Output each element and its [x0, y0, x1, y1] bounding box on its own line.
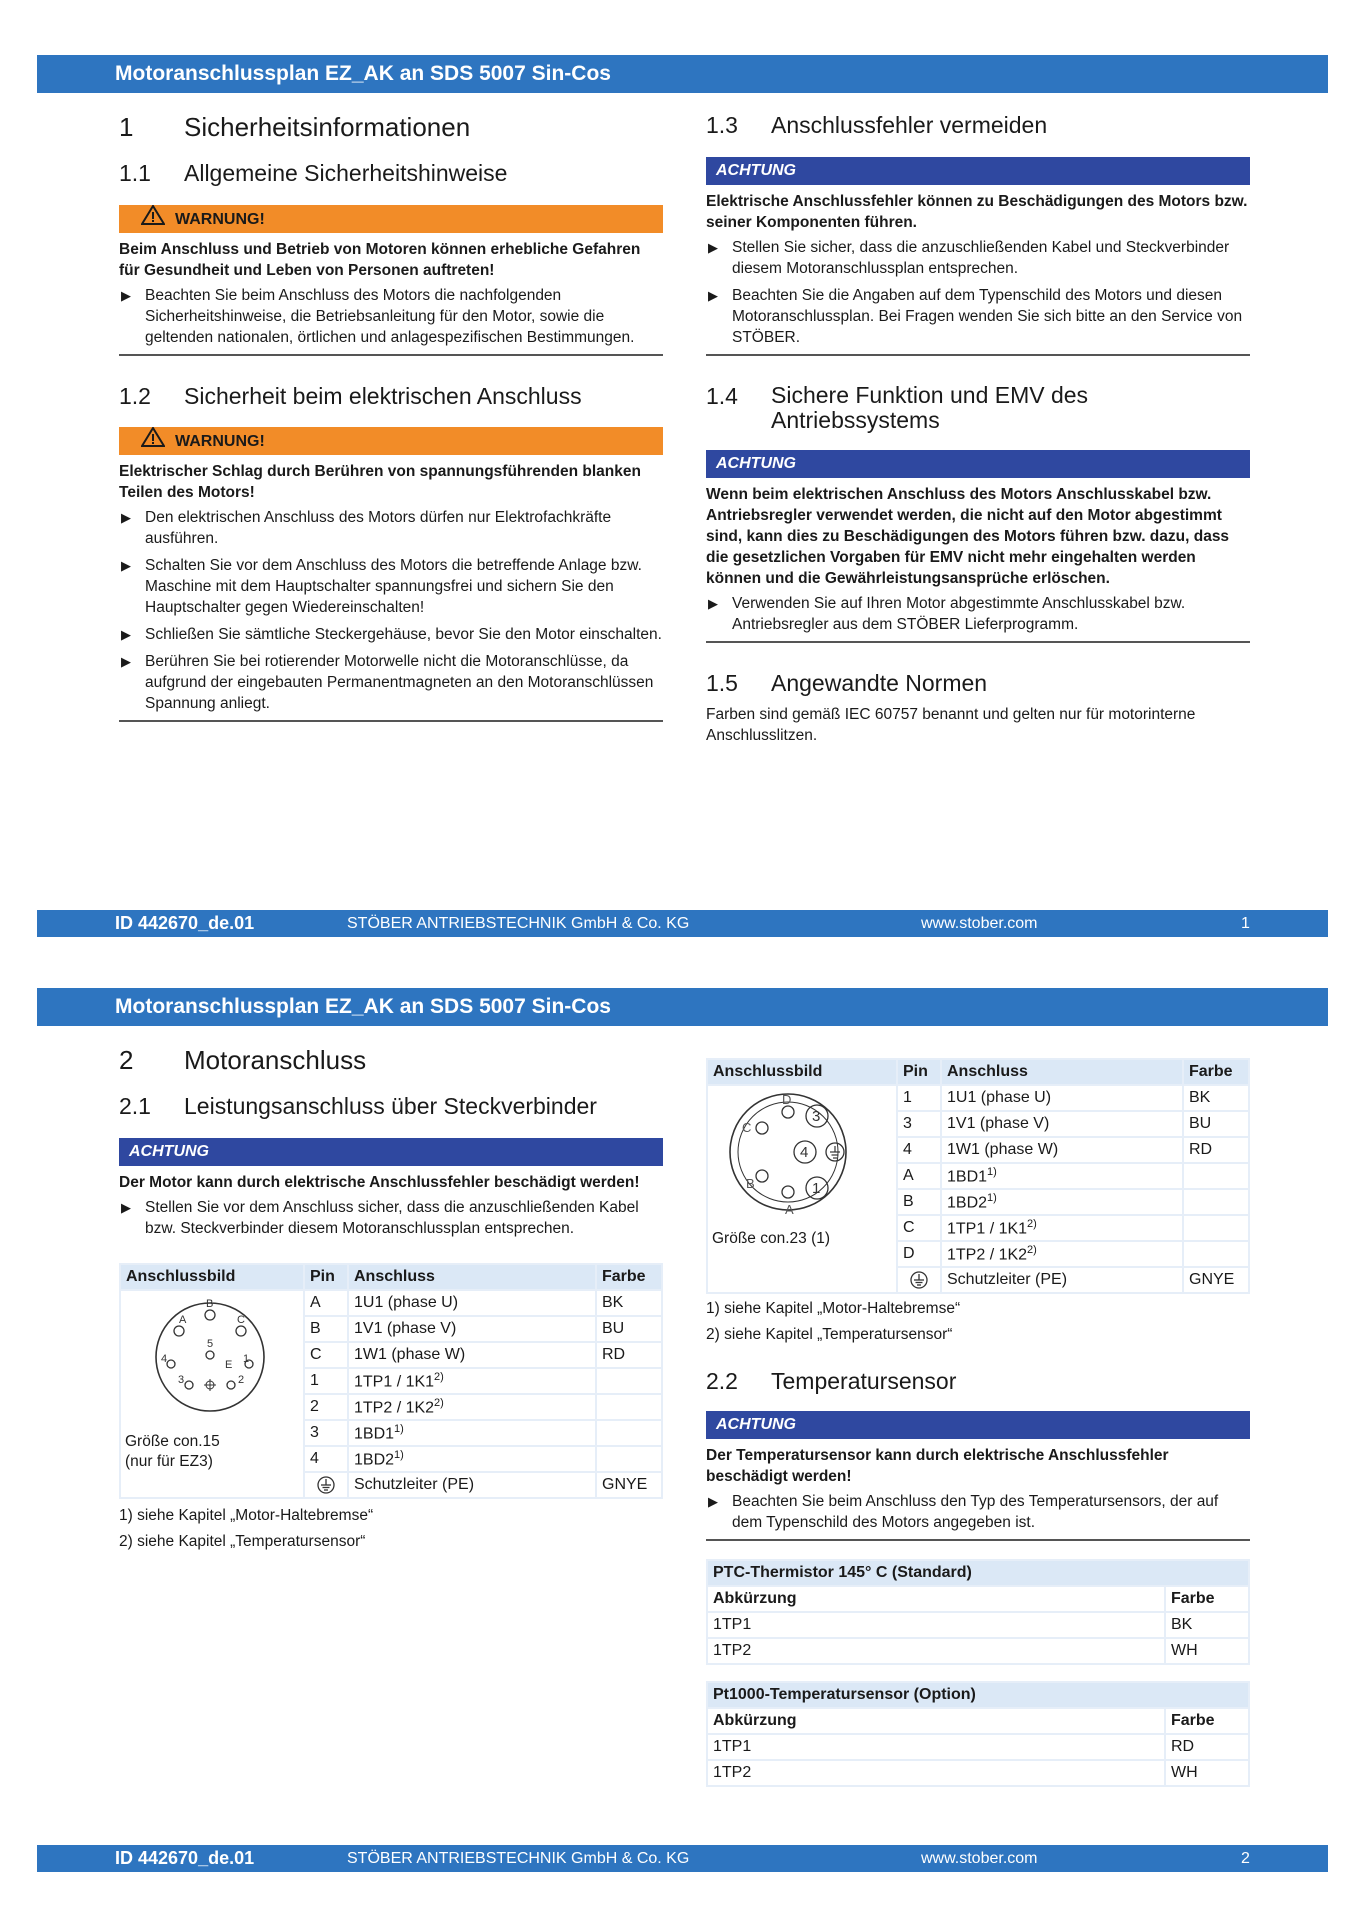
- connection-text: 1BD2: [354, 1451, 395, 1469]
- section-title: Sicherheit beim elektrischen Anschluss: [184, 383, 582, 409]
- page-1-header: [37, 55, 1328, 93]
- pin-cell: 3: [304, 1420, 348, 1446]
- pin-cell: [897, 1267, 941, 1293]
- column-header: Anschlussbild: [120, 1264, 304, 1290]
- warning-banner: [119, 205, 663, 233]
- achtung-lead-text: Wenn beim elektrischen Anschluss des Motors Anschlusskabel bzw. Antriebsregler verwendet werden, die nicht auf den Motor abgestimmt sind, kann dies zu Beschädigungen des Motors führen bzw. dazu, dass die gesetzlichen Vorgaben für EMV nicht mehr eingehalten werden können und die Gewährleistungsansprüche erlöschen.: [706, 486, 1230, 587]
- connection-text: 1W1 (phase W): [947, 1141, 1059, 1158]
- bullet-list: [706, 1491, 1250, 1533]
- footnote-ref: 2): [1027, 1217, 1037, 1230]
- connection-cell: [348, 1472, 596, 1498]
- section-number: 1.4: [706, 383, 738, 409]
- bullet-list: [706, 593, 1250, 635]
- warning-lead-text: Beim Anschluss und Betrieb von Motoren können erhebliche Gefahren für Gesundheit und Leben von Personen auftreten!: [119, 241, 641, 279]
- pin-label: D: [782, 1092, 792, 1107]
- section-title: Angewandte Normen: [771, 670, 988, 696]
- bullet-list: [119, 507, 663, 714]
- pin-cell: 4: [304, 1446, 348, 1472]
- section-number: 1.3: [706, 112, 738, 138]
- connection-cell: [941, 1137, 1183, 1163]
- footer-doc-id: ID 442670_de.01: [115, 1848, 255, 1868]
- pin-cell: D: [897, 1241, 941, 1267]
- color-cell: WH: [1165, 1638, 1249, 1664]
- section-number: 1.5: [706, 670, 738, 696]
- table-header-row: [707, 1586, 1249, 1612]
- p2-right-column: [706, 1058, 1250, 1787]
- con23-pin-table: [706, 1058, 1250, 1294]
- list-item: ▶ Den elektrischen Anschluss des Motors dürfen nur Elektrofachkräfte ausführen.: [119, 507, 663, 549]
- connection-text: 1TP2 / 1K2: [354, 1399, 435, 1417]
- achtung-lead-text: Der Motor kann durch elektrische Anschlussfehler beschädigt werden!: [119, 1174, 640, 1191]
- color-cell: [596, 1420, 662, 1446]
- footnote: 1) siehe Kapitel „Motor-Haltebremse“: [119, 1507, 374, 1524]
- section-number: 2: [119, 1045, 134, 1075]
- section-number: 2.1: [119, 1093, 151, 1119]
- table-row: [707, 1612, 1249, 1638]
- connection-text: 1TP1 / 1K1: [947, 1220, 1028, 1238]
- pin-cell: [304, 1472, 348, 1498]
- pin-cell: 2: [304, 1394, 348, 1420]
- section-1-1-heading: [119, 160, 663, 186]
- connection-cell: [941, 1111, 1183, 1137]
- footnote: 2) siehe Kapitel „Temperatursensor“: [706, 1326, 953, 1343]
- pin-cell: 3: [897, 1111, 941, 1137]
- column-header: Farbe: [1165, 1708, 1249, 1734]
- color-cell: RD: [1183, 1137, 1249, 1163]
- color-cell: [1183, 1241, 1249, 1267]
- connector-pinout-icon: [125, 1293, 299, 1427]
- footer-doc-id: ID 442670_de.01: [115, 913, 255, 933]
- footnote-ref: 2): [1027, 1243, 1037, 1256]
- table-row: [707, 1638, 1249, 1664]
- table-header-row: [707, 1059, 1249, 1085]
- p1-right-column: [706, 112, 1250, 746]
- connection-cell: [348, 1316, 596, 1342]
- p2-left-column: [119, 1045, 663, 1555]
- section-title: Sicherheitsinformationen: [184, 112, 471, 142]
- warning-banner: [119, 427, 663, 455]
- pin-label: 4: [161, 1353, 168, 1365]
- pin-cell: A: [304, 1290, 348, 1316]
- achtung-lead-text: Elektrische Anschlussfehler können zu Beschädigungen des Motors bzw. seiner Komponenten führen.: [706, 193, 1248, 231]
- divider: [706, 641, 1250, 643]
- color-cell: RD: [596, 1342, 662, 1368]
- ptc-table: [706, 1559, 1250, 1665]
- column-header: Farbe: [1183, 1059, 1249, 1085]
- page-1-footer: [37, 910, 1328, 937]
- connection-text: 1V1 (phase V): [354, 1320, 457, 1337]
- section-2-2-heading: [706, 1368, 1250, 1394]
- table-caption: Pt1000-Temperatursensor (Option): [707, 1682, 1249, 1708]
- pin-cell: C: [304, 1342, 348, 1368]
- warning-triangle-icon: [141, 427, 165, 457]
- pt1000-table: [706, 1681, 1250, 1787]
- protective-earth-icon: [909, 1270, 929, 1290]
- section-1-4-heading: [706, 383, 1250, 433]
- section-number: 1.1: [119, 160, 151, 186]
- column-header: Anschlussbild: [707, 1059, 897, 1085]
- list-item: ▶ Stellen Sie sicher, dass die anzuschließenden Kabel und Steckverbinder diesem Motoranschlussplan entsprechen.: [706, 237, 1250, 279]
- achtung-banner: ACHTUNG: [706, 450, 1250, 478]
- header-title: Motoranschlussplan EZ_AK an SDS 5007 Sin-Cos: [115, 995, 611, 1018]
- color-cell: BK: [1165, 1612, 1249, 1638]
- column-header: Farbe: [1165, 1586, 1249, 1612]
- color-cell: RD: [1165, 1734, 1249, 1760]
- divider: [119, 354, 663, 356]
- connection-cell: [941, 1267, 1183, 1293]
- color-cell: GNYE: [1183, 1267, 1249, 1293]
- list-item: ▶ Beachten Sie beim Anschluss den Typ des Temperatursensors, der auf dem Typenschild des Motors angegeben ist.: [706, 1491, 1250, 1533]
- connection-cell: [941, 1189, 1183, 1215]
- warning-label: WARNUNG!: [175, 211, 265, 229]
- footnote-ref: 2): [434, 1396, 444, 1409]
- column-header: Abkürzung: [707, 1586, 1165, 1612]
- pin-label: 1: [243, 1353, 250, 1365]
- footnote-ref: 1): [987, 1165, 997, 1178]
- connection-text: 1BD1: [354, 1425, 395, 1443]
- connection-text: 1U1 (phase U): [354, 1294, 459, 1311]
- pin-label: A: [785, 1202, 794, 1217]
- warning-triangle-icon: [141, 205, 165, 235]
- page-2-header: [37, 988, 1328, 1026]
- connection-cell: [348, 1368, 596, 1394]
- connection-text: Schutzleiter (PE): [354, 1476, 475, 1493]
- connection-text: Schutzleiter (PE): [947, 1271, 1068, 1288]
- column-header: Pin: [304, 1264, 348, 1290]
- divider: [706, 1539, 1250, 1541]
- connection-cell: [348, 1342, 596, 1368]
- section-number: 2.2: [706, 1368, 738, 1394]
- connector-caption: Größe con.23 (1): [712, 1230, 831, 1247]
- section-title: Motoranschluss: [184, 1045, 367, 1075]
- abbreviation-cell: 1TP1: [707, 1734, 1165, 1760]
- section-2-heading: [119, 1045, 663, 1075]
- table-row: [707, 1085, 1249, 1111]
- pin-label: 5: [207, 1338, 214, 1350]
- pin-label: B: [206, 1298, 214, 1310]
- achtung-banner: ACHTUNG: [706, 1411, 1250, 1439]
- table-caption: PTC-Thermistor 145° C (Standard): [707, 1560, 1249, 1586]
- pin-label: C: [237, 1314, 245, 1326]
- pin-label: 3: [812, 1108, 821, 1125]
- connection-text: 1BD1: [947, 1168, 988, 1186]
- color-cell: [596, 1446, 662, 1472]
- achtung-banner: ACHTUNG: [706, 157, 1250, 185]
- pin-cell: A: [897, 1163, 941, 1189]
- connector-image-cell: [120, 1290, 304, 1498]
- protective-earth-icon: [316, 1475, 336, 1495]
- section-title: Anschlussfehler vermeiden: [771, 112, 1048, 138]
- list-item: ▶ Verwenden Sie auf Ihren Motor abgestimmte Anschlusskabel bzw. Antriebsregler aus dem STÖBER Lieferprogramm.: [706, 593, 1250, 635]
- column-header: Abkürzung: [707, 1708, 1165, 1734]
- section-title: Allgemeine Sicherheitshinweise: [184, 160, 508, 186]
- bullet-list: [119, 1197, 663, 1239]
- table-header-row: [707, 1708, 1249, 1734]
- footnote: 1) siehe Kapitel „Motor-Haltebremse“: [706, 1300, 961, 1317]
- connector-caption-note: (nur für EZ3): [125, 1453, 213, 1470]
- section-title: Leistungsanschluss über Steckverbinder: [184, 1093, 597, 1119]
- color-cell: BK: [596, 1290, 662, 1316]
- color-cell: BK: [1183, 1085, 1249, 1111]
- list-item: ▶ Berühren Sie bei rotierender Motorwelle nicht die Motoranschlüsse, da aufgrund der eingebauten Permanentmagneten an den Motoranschlüssen Spannung anliegt.: [119, 651, 663, 714]
- footnote-ref: 1): [394, 1422, 404, 1435]
- header-title: Motoranschlussplan EZ_AK an SDS 5007 Sin-Cos: [115, 62, 611, 85]
- connection-text: 1W1 (phase W): [354, 1346, 466, 1363]
- list-item: ▶ Beachten Sie die Angaben auf dem Typenschild des Motors und diesen Motoranschlussplan. Bei Fragen wenden Sie sich bitte an den Service von STÖBER.: [706, 285, 1250, 348]
- warning-label: WARNUNG!: [175, 433, 265, 451]
- section-title: Temperatursensor: [771, 1368, 957, 1394]
- footer-page-number: 1: [1241, 915, 1250, 932]
- connection-text: 1V1 (phase V): [947, 1115, 1050, 1132]
- pin-label: A: [179, 1314, 187, 1326]
- column-header: Pin: [897, 1059, 941, 1085]
- color-cell: BU: [1183, 1111, 1249, 1137]
- connection-text: 1U1 (phase U): [947, 1089, 1052, 1106]
- con15-pin-table: [119, 1263, 663, 1499]
- table-row: [707, 1760, 1249, 1786]
- list-item: ▶ Schalten Sie vor dem Anschluss des Motors die betreffende Anlage bzw. Maschine mit dem Hauptschalter spannungsfrei und sichern Sie den Hauptschalter gegen Wiedereinschalten!: [119, 555, 663, 618]
- list-item: ▶ Beachten Sie beim Anschluss des Motors die nachfolgenden Sicherheitshinweise, die Betriebsanleitung für den Motor, sowie die geltenden nationalen, örtlichen und anlagespezifischen Bestimmungen.: [119, 285, 663, 348]
- table-caption-row: [707, 1682, 1249, 1708]
- divider: [119, 720, 663, 722]
- abbreviation-cell: 1TP2: [707, 1638, 1165, 1664]
- connection-cell: [348, 1420, 596, 1446]
- table-row: [707, 1734, 1249, 1760]
- column-header: Farbe: [596, 1264, 662, 1290]
- pin-label: B: [746, 1176, 755, 1191]
- connection-text: 1TP1 / 1K1: [354, 1373, 435, 1391]
- section-number: 1: [119, 112, 134, 142]
- p1-left-column: [119, 112, 663, 722]
- list-item: ▶ Stellen Sie vor dem Anschluss sicher, dass die anzuschließenden Kabel bzw. Steckverbinder diesem Motoranschlussplan entsprechen.: [119, 1197, 663, 1239]
- page-2-footer: [37, 1845, 1328, 1872]
- color-cell: [1183, 1215, 1249, 1241]
- footnote-ref: 1): [987, 1191, 997, 1204]
- section-1-5-heading: [706, 670, 1250, 696]
- footer-company: STÖBER ANTRIEBSTECHNIK GmbH & Co. KG: [347, 1850, 690, 1867]
- connector-caption: Größe con.15: [125, 1433, 220, 1450]
- pin-cell: 1: [304, 1368, 348, 1394]
- pin-label: 4: [800, 1144, 809, 1161]
- table-caption-row: [707, 1560, 1249, 1586]
- footer-page-number: 2: [1241, 1850, 1250, 1867]
- footer-web: www.stober.com: [921, 1850, 1038, 1867]
- section-1-2-heading: [119, 383, 663, 409]
- pin-label: 1: [812, 1180, 821, 1197]
- color-cell: [1183, 1163, 1249, 1189]
- color-cell: [596, 1368, 662, 1394]
- table-header-row: [120, 1264, 662, 1290]
- color-cell: [1183, 1189, 1249, 1215]
- section-1-3-heading: [706, 112, 1250, 138]
- connection-cell: [348, 1446, 596, 1472]
- bullet-list: [706, 237, 1250, 348]
- footer-company: STÖBER ANTRIEBSTECHNIK GmbH & Co. KG: [347, 915, 690, 932]
- column-header: Anschluss: [348, 1264, 596, 1290]
- connector-pinout-icon: [712, 1088, 862, 1220]
- divider: [706, 354, 1250, 356]
- connector-image-cell: [707, 1085, 897, 1293]
- pin-cell: B: [304, 1316, 348, 1342]
- section-2-1-heading: [119, 1093, 663, 1119]
- section-title: Sichere Funktion und EMV des Antriebssystems: [771, 382, 1089, 433]
- color-cell: BU: [596, 1316, 662, 1342]
- pin-label: 2: [238, 1374, 245, 1386]
- table-row: [120, 1290, 662, 1316]
- pin-label: C: [742, 1120, 752, 1135]
- footnote-ref: 2): [434, 1370, 444, 1383]
- color-cell: GNYE: [596, 1472, 662, 1498]
- footer-web: www.stober.com: [921, 915, 1038, 932]
- column-header: Anschluss: [941, 1059, 1183, 1085]
- pin-cell: C: [897, 1215, 941, 1241]
- connection-cell: [941, 1241, 1183, 1267]
- warning-lead-text: Elektrischer Schlag durch Berühren von spannungsführenden blanken Teilen des Motors!: [119, 463, 641, 501]
- connection-text: 1TP2 / 1K2: [947, 1246, 1028, 1264]
- color-cell: WH: [1165, 1760, 1249, 1786]
- connection-text: 1BD2: [947, 1194, 988, 1212]
- bullet-list: [119, 285, 663, 348]
- pin-label: 3: [178, 1374, 185, 1386]
- pin-label: E: [225, 1359, 233, 1371]
- list-item: ▶ Schließen Sie sämtliche Steckergehäuse, bevor Sie den Motor einschalten.: [119, 624, 663, 645]
- achtung-lead-text: Der Temperatursensor kann durch elektrische Anschlussfehler beschädigt werden!: [706, 1447, 1169, 1485]
- connection-cell: [348, 1394, 596, 1420]
- paragraph: Farben sind gemäß IEC 60757 benannt und gelten nur für motorinterne Anschlusslitzen.: [706, 706, 1196, 744]
- section-number: 1.2: [119, 383, 151, 409]
- pin-cell: B: [897, 1189, 941, 1215]
- connection-cell: [941, 1215, 1183, 1241]
- abbreviation-cell: 1TP2: [707, 1760, 1165, 1786]
- connection-cell: [941, 1163, 1183, 1189]
- section-1-heading: [119, 112, 663, 142]
- pin-cell: 1: [897, 1085, 941, 1111]
- footnote: 2) siehe Kapitel „Temperatursensor“: [119, 1533, 366, 1550]
- color-cell: [596, 1394, 662, 1420]
- pin-cell: 4: [897, 1137, 941, 1163]
- achtung-banner: ACHTUNG: [119, 1138, 663, 1166]
- connection-cell: [941, 1085, 1183, 1111]
- connection-cell: [348, 1290, 596, 1316]
- footnote-ref: 1): [394, 1448, 404, 1461]
- abbreviation-cell: 1TP1: [707, 1612, 1165, 1638]
